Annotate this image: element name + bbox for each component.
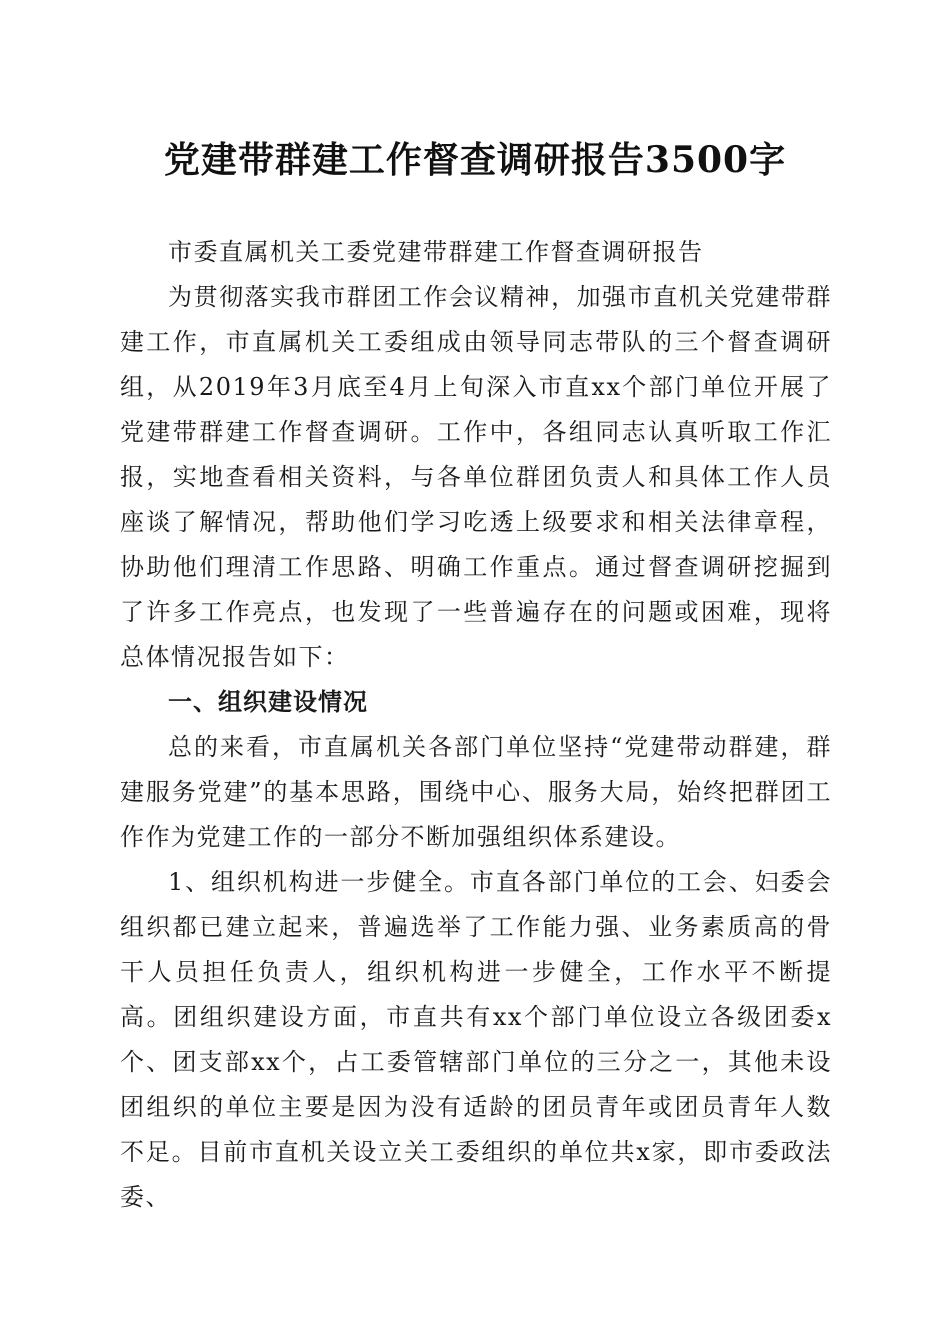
intro-paragraph: 为贯彻落实我市群团工作会议精神，加强市直机关党建带群建工作，市直属机关工委组成由领导同志带队的三个督查调研组，从2019年3月底至4月上旬深入市直xx个部门单位开展了党建带群建工作督查调研。工作中，各组同志认真听取工作汇报，实地查看相关资料，与各单位群团负责人和具体工作人员座谈了解情况，帮助他们学习吃透上级要求和相关法律章程，协助他们理清工作思路、明确工作重点。通过督查调研挖掘到了许多工作亮点，也发现了一些普遍存在的问题或困难，现将总体情况报告如下：	[120, 283, 832, 671]
organization-structure-paragraph: 1、组织机构进一步健全。市直各部门单位的工会、妇委会组织都已建立起来，普遍选举了工作能力强、业务素质高的骨干人员担任负责人，组织机构进一步健全，工作水平不断提高。团组织建设方面，市直共有xx个部门单位设立各级团委x个、团支部xx个，占工委管辖部门单位的三分之一，其他未设团组织的单位主要是因为没有适龄的团员青年或团员青年人数不足。目前市直机关设立关工委组织的单位共x家，即市委政法委、	[120, 868, 832, 1211]
section-heading-organization: 一、组织建设情况	[168, 688, 368, 716]
report-subtitle-paragraph: 市委直属机关工委党建带群建工作督查调研报告	[168, 238, 704, 266]
document-body	[120, 230, 832, 1220]
summary-paragraph: 总的来看，市直属机关各部门单位坚持“党建带动群建，群建服务党建”的基本思路，围绕中心、服务大局，始终把群团工作作为党建工作的一部分不断加强组织体系建设。	[120, 733, 832, 851]
document-title: 党建带群建工作督查调研报告3500字	[163, 139, 787, 181]
